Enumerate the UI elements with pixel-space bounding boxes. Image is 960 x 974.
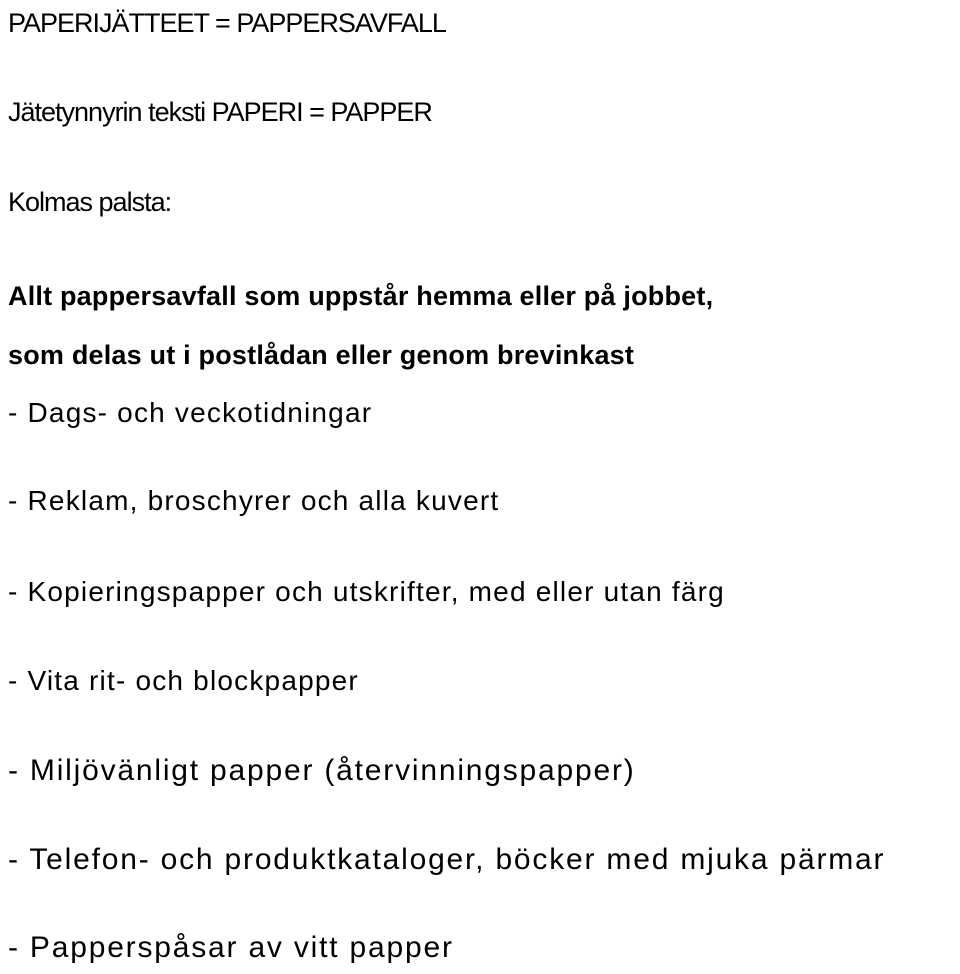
intro-line-1: Allt pappersavfall som uppstår hemma eller på jobbet, [8, 281, 714, 311]
document-heading: PAPERIJÄTTEET = PAPPERSAVFALL [8, 8, 446, 38]
list-item: - Reklam, broschyrer och alla kuvert [8, 485, 500, 516]
list-item: - Miljövänligt papper (återvinningspapper) [8, 754, 636, 787]
list-item: - Vita rit- och blockpapper [8, 665, 359, 696]
column-label: Kolmas palsta: [8, 187, 172, 217]
list-item: - Papperspåsar av vitt papper [8, 931, 454, 964]
list-item: - Kopieringspapper och utskrifter, med eller utan färg [8, 576, 725, 607]
list-item: - Telefon- och produktkataloger, böcker med mjuka pärmar [8, 843, 886, 876]
bin-label-text: Jätetynnyrin teksti PAPERI = PAPPER [8, 97, 432, 127]
list-item: - Dags- och veckotidningar [8, 397, 373, 428]
intro-line-2: som delas ut i postlådan eller genom brevinkast [8, 340, 635, 370]
